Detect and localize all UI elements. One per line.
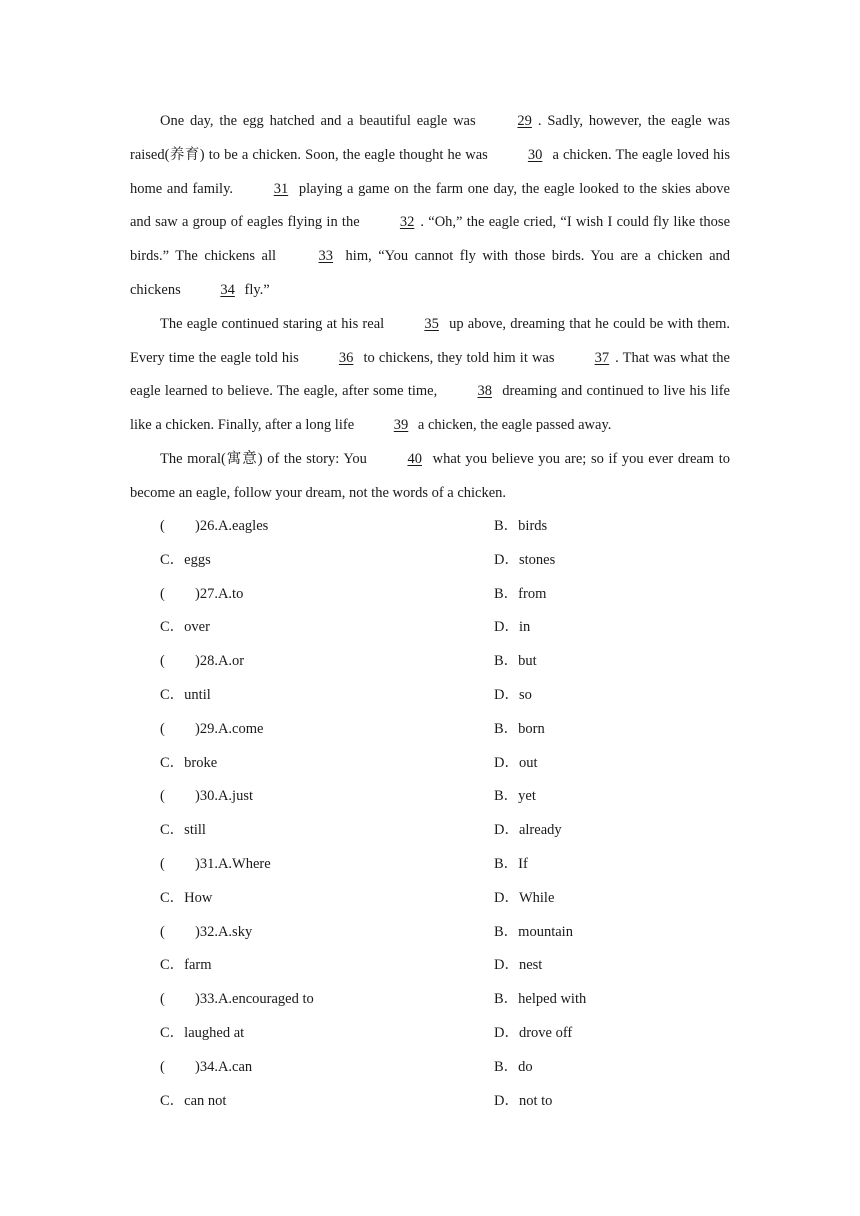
option-right: D．in: [494, 619, 531, 636]
blank-33: 33: [318, 248, 334, 265]
blank-31: 31: [273, 180, 289, 197]
option-row: [160, 747, 730, 781]
option-right: D．already: [494, 822, 562, 839]
option-right: B．yet: [494, 788, 536, 805]
option-row: [160, 679, 730, 713]
option-left: C．until: [160, 686, 211, 703]
option-row: [160, 882, 730, 916]
option-row: [160, 510, 730, 544]
option-left: ( )30.A.just: [160, 780, 494, 814]
option-right: B．helped with: [494, 991, 587, 1008]
option-right: D．so: [494, 686, 532, 703]
option-row: [160, 645, 730, 679]
answer-paren: (: [160, 653, 165, 670]
option-left: ( )28.A.or: [160, 645, 494, 679]
option-left: C．over: [160, 619, 210, 636]
option-right: D．out: [494, 754, 538, 771]
option-left: C．How: [160, 889, 213, 906]
blank-36: 36: [338, 349, 354, 366]
option-right: B．from: [494, 585, 547, 602]
option-row: [160, 578, 730, 612]
option-left: ( )34.A.can: [160, 1051, 494, 1085]
answer-paren: (: [160, 585, 165, 602]
option-row: [160, 1085, 730, 1119]
option-right: B．mountain: [494, 923, 573, 940]
option-right: B．do: [494, 1058, 533, 1075]
blank-32: 32: [399, 214, 415, 231]
option-row: [160, 916, 730, 950]
option-left: C．eggs: [160, 551, 211, 568]
option-row: [160, 1051, 730, 1085]
option-right: B．born: [494, 720, 545, 737]
option-right: D．stones: [494, 551, 556, 568]
blank-29: 29: [517, 113, 532, 129]
answer-paren: (: [160, 788, 165, 805]
blank-30: 30: [527, 146, 543, 163]
blank-37: 37: [594, 349, 610, 366]
answer-options: [160, 510, 730, 1118]
blank-38: 38: [477, 383, 492, 400]
answer-paren: (: [160, 1058, 165, 1075]
option-row: [160, 848, 730, 882]
option-left: ( )26.A.eagles: [160, 510, 494, 544]
option-right: D．While: [494, 889, 555, 906]
option-left: ( )32.A.sky: [160, 916, 494, 950]
blank-40: 40: [407, 450, 422, 467]
option-left: C．farm: [160, 957, 212, 974]
option-row: [160, 814, 730, 848]
option-row: [160, 544, 730, 578]
answer-paren: (: [160, 855, 165, 872]
option-left: C．laughed at: [160, 1024, 245, 1041]
option-left: C．can not: [160, 1092, 227, 1109]
cloze-passage: [130, 105, 730, 511]
option-right: B．birds: [494, 518, 548, 534]
option-left: ( )29.A.come: [160, 713, 494, 747]
paragraph-2: The eagle continued staring at his real 35 up above, dreaming that he could be with them. Every time the eagle told his 36 to chickens, they told him it was 37 . That was what the eagle learned to believe. The eagle, after some time, 38 dreaming and continued to live his life like a chicken. Finally, after a long life 39 a chicken, the eagle passed away.: [130, 308, 730, 443]
option-left: ( )27.A.to: [160, 578, 494, 612]
option-row: [160, 1017, 730, 1051]
option-row: [160, 713, 730, 747]
option-row: [160, 780, 730, 814]
option-right: D．nest: [494, 957, 543, 974]
option-row: [160, 611, 730, 645]
answer-paren: (: [160, 991, 165, 1008]
option-row: [160, 949, 730, 983]
option-right: D．drove off: [494, 1024, 573, 1041]
option-right: B．If: [494, 855, 528, 872]
blank-39: 39: [393, 417, 409, 434]
blank-35: 35: [424, 315, 439, 332]
answer-paren: (: [160, 720, 165, 737]
option-left: ( )31.A.Where: [160, 848, 494, 882]
paragraph-1: One day, the egg hatched and a beautiful eagle was 29 . Sadly, however, the eagle was raised(养育) to be a chicken. Soon, the eagle thought he was 30 a chicken. The eagle loved his home and family. 31 playing a game on the farm one day, the eagle looked to the skies above and saw a group of eagles flying in the 32 . “Oh,” the eagle cried, “I wish I could fly like those birds.” The chickens all 33 him, “You cannot fly with those birds. You are a chicken and chickens 34 fly.”: [130, 105, 730, 308]
blank-34: 34: [220, 281, 235, 298]
option-row: [160, 983, 730, 1017]
option-left: ( )33.A.encouraged to: [160, 983, 494, 1017]
option-left: C．broke: [160, 754, 218, 771]
answer-paren: (: [160, 518, 165, 534]
answer-paren: (: [160, 923, 165, 940]
paragraph-3: The moral(寓意) of the story: You 40 what you believe you are; so if you ever dream to become an eagle, follow your dream, not the words of a chicken.: [130, 443, 730, 511]
option-right: D．not to: [494, 1092, 553, 1109]
option-left: C．still: [160, 822, 206, 839]
option-right: B．but: [494, 653, 537, 670]
